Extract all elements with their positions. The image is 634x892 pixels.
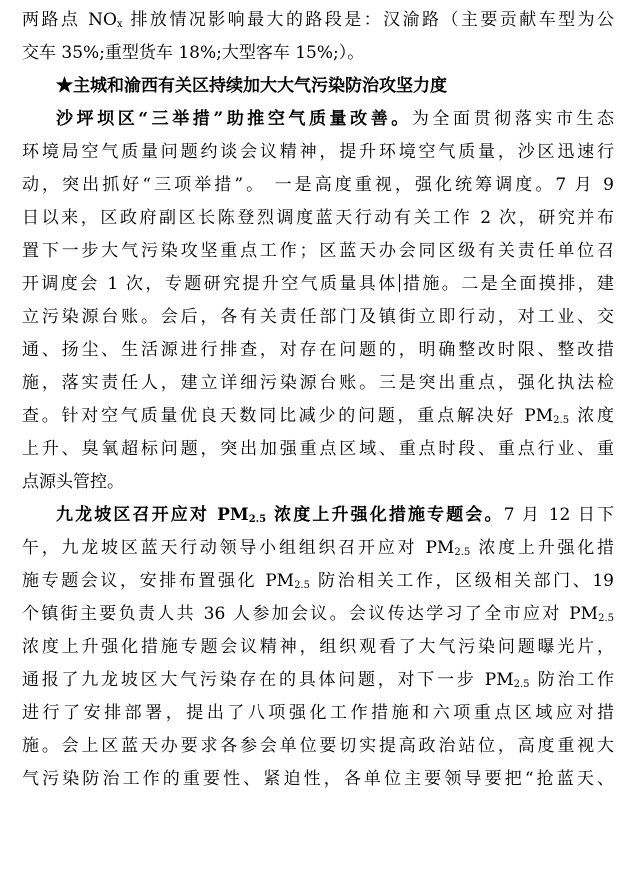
text-line: 置下一步大气污染攻坚重点工作；区蓝天办会同区级有关责任单位召: [22, 241, 614, 261]
text-line: 进行了安排部署，提出了八项强化工作措施和六项重点区域应对措: [22, 703, 614, 723]
text-run: 7 月 12 日下: [503, 505, 614, 525]
text-line: [22, 103, 614, 136]
text-run: 九龙坡区召开应对 PM: [56, 505, 249, 525]
text-line: [22, 598, 614, 631]
paragraph-title: [56, 505, 504, 525]
text-line: 立污染源台账。会后，各有关责任部门及镇街立即行动，对工业、交: [22, 307, 614, 327]
text-line: [22, 664, 614, 697]
text-run: 两路点 NO: [22, 10, 117, 30]
text-line: [22, 268, 614, 301]
section-heading: ★主城和渝西有关区持续加大大气污染防治攻坚力度: [56, 76, 447, 96]
text-line: 交车 35%;重型货车 18%;大型客车 15%;）。: [22, 43, 365, 63]
text-line: 施。会上区蓝天办要求各参会单位要切实提高政治站位，高度重视大: [22, 736, 614, 756]
text-line: 上升、臭氧超标问题，突出加强重点区域、重点时段、重点行业、重: [22, 439, 614, 459]
text-line: [22, 532, 614, 565]
text-run: 浓度上升强化措施专题会。: [266, 505, 504, 525]
subscript: 2.5: [598, 613, 614, 624]
subscript: 2.5: [513, 679, 530, 690]
text-run: 通报了九龙坡区大气污染存在的具体问题，对下一步 PM: [22, 670, 514, 690]
text-run: 浓度上升强化措: [470, 538, 614, 558]
text-run: 午，九龙坡区蓝天行动领导小组组织召开应对 PM: [22, 538, 455, 558]
subscript: 2.5: [553, 415, 570, 426]
text-run: 查。针对空气质量优良天数同比减少的问题，重点解决好 PM: [22, 406, 554, 426]
subscript: 2.5: [454, 547, 471, 558]
text-line: 动，突出抓好“三项举措”。 一是高度重视，强化统筹调度。7 月 9: [22, 175, 614, 195]
text-line: [22, 4, 614, 37]
text-run: 个镇街主要负责人共 36 人参加会议。会议传达学习了全市应对 PM: [22, 604, 599, 624]
text-line: 气污染防治工作的重要性、紧迫性，各单位主要领导要把“抢蓝天、: [22, 769, 614, 789]
subscript: 2.5: [248, 514, 267, 525]
text-run: 防治工作: [529, 670, 614, 690]
text-run: 措施。二是全面摸排，建: [400, 274, 614, 294]
text-cursor: [399, 274, 400, 292]
text-line: [22, 400, 614, 433]
subscript: x: [116, 19, 123, 30]
subscript: 2.5: [294, 580, 310, 591]
text-line: 日以来，区政府副区长陈登烈调度蓝天行动有关工作 2 次，研究并布: [22, 208, 614, 228]
text-run: 排放情况影响最大的路段是：汉渝路（主要贡献车型为公: [122, 10, 614, 30]
text-run: 防治相关工作，区级相关部门、19: [309, 571, 614, 591]
text-line: 浓度上升强化措施专题会议精神，组织观看了大气污染问题曝光片，: [22, 637, 614, 657]
text-run: 浓度: [569, 406, 614, 426]
text-line: 施，落实责任人，建立详细污染源台账。三是突出重点，强化执法检: [22, 373, 614, 393]
text-run: 为全面贯彻落实市生态: [411, 109, 614, 129]
text-line: 点源头管控。: [22, 472, 124, 492]
text-line: 环境局空气质量问题约谈会议精神，提升环境空气质量，沙区迅速行: [22, 142, 614, 162]
paragraph-title: 沙坪坝区“三举措”助推空气质量改善。: [56, 109, 412, 129]
text-line: 通、扬尘、生活源进行排查，对存在问题的，明确整改时限、整改措: [22, 340, 614, 360]
text-line: [22, 565, 614, 598]
text-run: 施专题会议，安排布置强化 PM: [22, 571, 295, 591]
text-line: [22, 499, 614, 532]
text-run: 开调度会 1 次，专题研究提升空气质量具体: [22, 274, 398, 294]
